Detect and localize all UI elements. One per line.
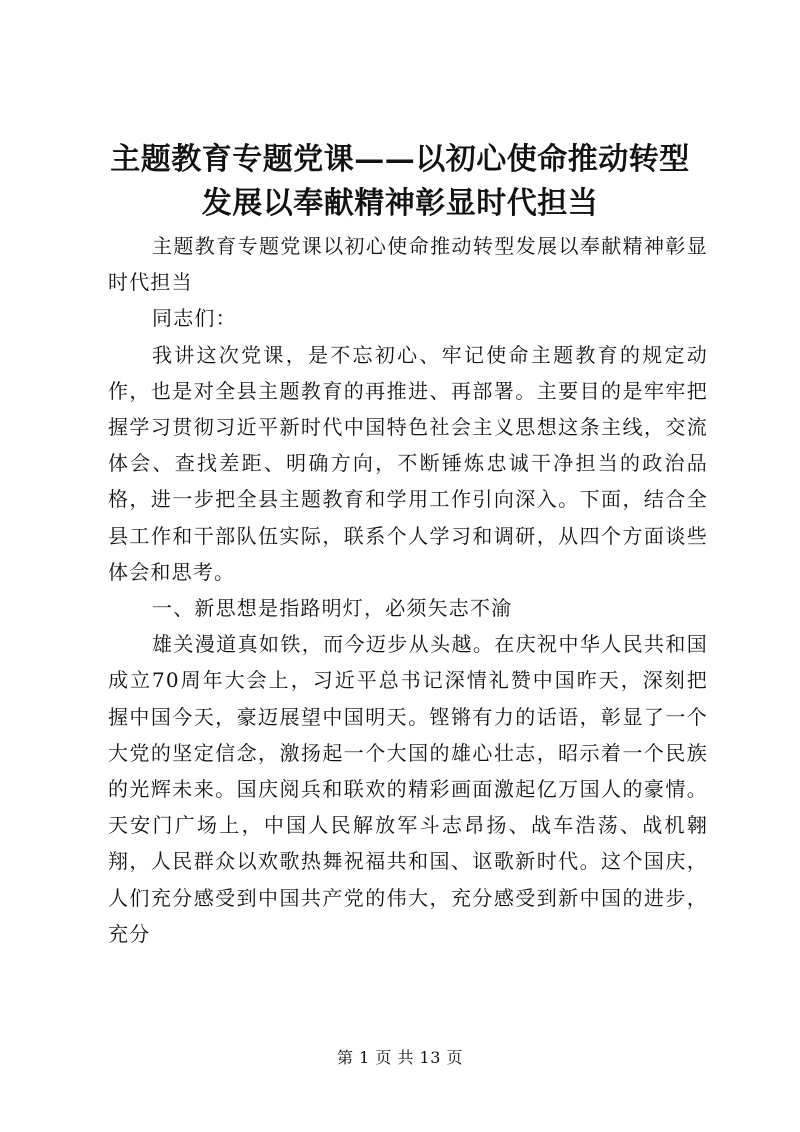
section-paragraph: 雄关漫道真如铁，而今迈步从头越。在庆祝中华人民共和国成立70周年大会上，习近平总书记深情礼赞中国昨天，深刻把握中国今天，豪迈展望中国明天。铿锵有力的话语，彰显了一个大党的坚定信念，激扬起一个大国的雄心壮志，昭示着一个民族的光辉未来。国庆阅兵和联欢的精彩画面激起亿万国人的豪情。天安门广场上，中国人民解放军斗志昂扬、战车浩荡、战机翱翔，人民群众以欢歌热舞祝福共和国、讴歌新时代。这个国庆，人们充分感受到中国共产党的伟大，充分感受到新中国的进步，充分 (108, 632, 708, 946)
section-heading: 一、新思想是指路明灯，必须矢志不渝 (152, 596, 513, 621)
page-footer: 第 1 页 共 13 页 (337, 1048, 463, 1067)
intro-paragraph: 我讲这次党课，是不忘初心、牢记使命主题教育的规定动作，也是对全县主题教育的再推进、再部署。主要目的是牢牢把握学习贯彻习近平新时代中国特色社会主义思想这条主线，交流体会、查找差距、明确方向，不断锤炼忠诚干净担当的政治品格，进一步把全县主题教育和学用工作引向深入。下面，结合全县工作和干部队伍实际，联系个人学习和调研，从四个方面谈些体会和思考。 (108, 342, 708, 584)
salutation-paragraph: 同志们： (152, 306, 237, 331)
document-body (108, 228, 708, 952)
subtitle-paragraph: 主题教育专题党课以初心使命推动转型发展以奉献精神彰显时代担当 (108, 234, 708, 295)
document-title: 主题教育专题党课——以初心使命推动转型发展以奉献精神彰显时代担当 (110, 142, 690, 221)
